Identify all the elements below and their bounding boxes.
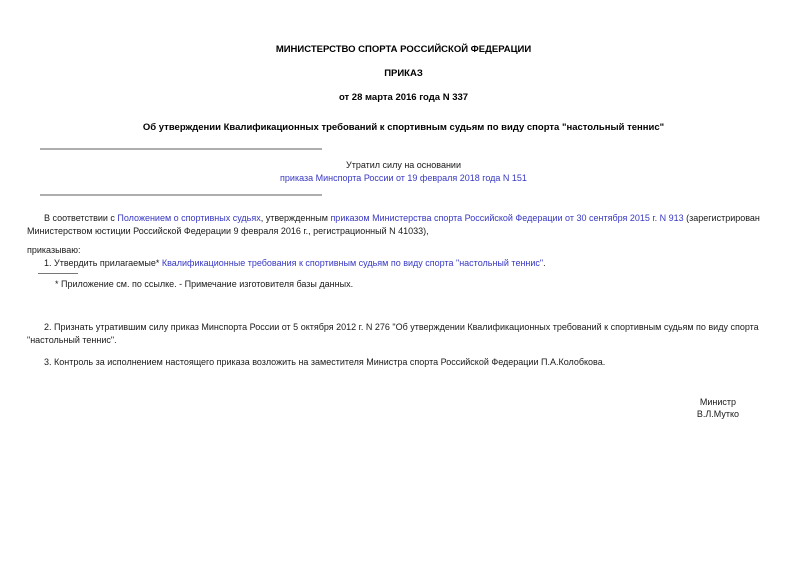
intro-text-middle: , утвержденным <box>260 213 331 223</box>
document-type: ПРИКАЗ <box>384 68 423 79</box>
item-3: 3. Контроль за исполнением настоящего приказа возложить на заместителя Министра спорта Российской Федерации П.А.Колобкова. <box>44 357 606 367</box>
revoked-notice <box>0 148 807 196</box>
ministry-name: МИНИСТЕРСТВО СПОРТА РОССИЙСКОЙ ФЕДЕРАЦИИ <box>275 44 532 55</box>
document-title: Об утверждении Квалификационных требований к спортивным судьям по виду спорта "настольный теннис" <box>142 122 665 133</box>
divider-line-top <box>40 148 322 150</box>
footnote-text: * Приложение см. по ссылке. - Примечание изготовителя базы данных. <box>55 279 354 289</box>
document-date-number: от 28 марта 2016 года N 337 <box>338 92 469 103</box>
signatory-position: Министр <box>699 397 736 407</box>
document-body <box>27 212 772 420</box>
judges-regulation-link[interactable]: Положением о спортивных судьях <box>117 213 261 223</box>
revoked-link-row <box>0 173 807 184</box>
order-word: приказываю: <box>27 245 81 255</box>
item-1-text-after: . <box>543 258 546 268</box>
document-header <box>0 0 807 133</box>
order-913-link[interactable]: приказом Министерства спорта Российской Федерации от 30 сентября 2015 г. N 913 <box>330 213 684 223</box>
intro-text-before: В соответствии с <box>44 213 118 223</box>
footnote-divider-line <box>38 273 78 274</box>
item-1 <box>27 257 772 270</box>
item-1-text-before: 1. Утвердить прилагаемые* <box>44 258 162 268</box>
qualification-requirements-link[interactable]: Квалификационные требования к спортивным судьям по виду спорта "настольный теннис" <box>161 258 544 268</box>
signatory-name: В.Л.Мутко <box>696 409 739 419</box>
revoking-order-link[interactable]: приказа Минспорта России от 19 февраля 2018 года N 151 <box>280 173 527 183</box>
intro-paragraph <box>27 212 772 238</box>
item-2: 2. Признать утратившим силу приказ Минспорта России от 5 октября 2012 г. N 276 "Об утверждении Квалификационных требований к спортивным судьям по виду спорта "настольный теннис". <box>27 322 759 345</box>
revoked-status-text: Утратил силу на основании <box>345 160 461 170</box>
intro-text-after: (зарегистрирован Министерством юстиции Российской Федерации 9 февраля 2016 г., регистрационный N 41033), <box>27 213 760 236</box>
divider-line-bottom <box>40 194 322 196</box>
signature-block <box>697 396 739 420</box>
